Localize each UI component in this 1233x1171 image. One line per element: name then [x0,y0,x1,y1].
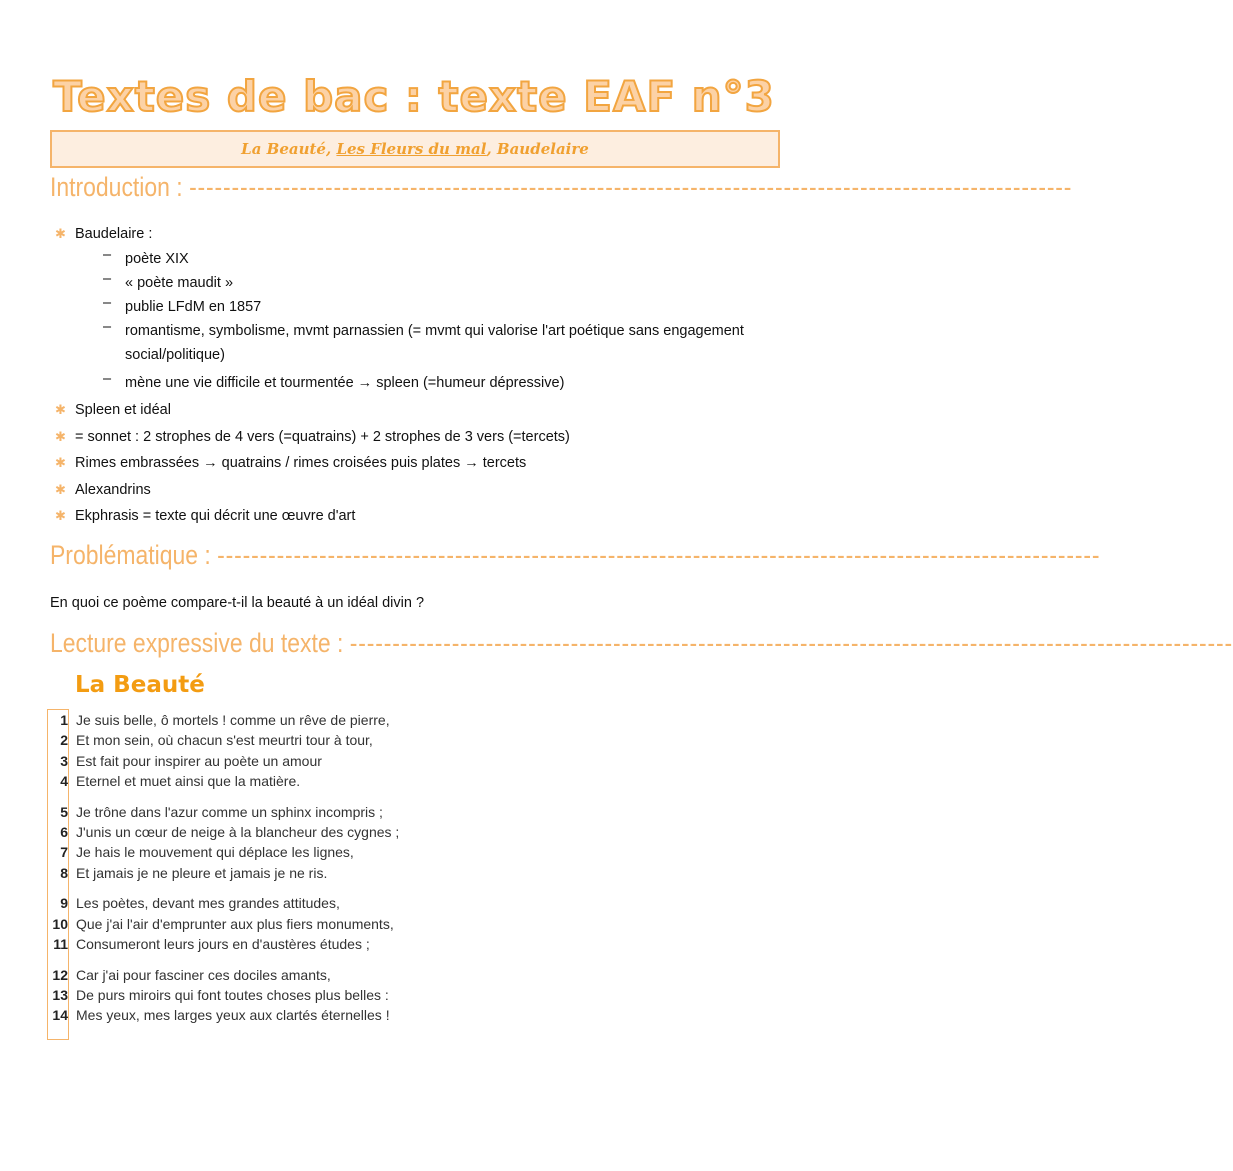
line-number: 3 [60,752,68,769]
heading-lecture [50,628,1233,659]
star-bullet-icon: ✱ [55,402,66,417]
dash-bullet: – [103,319,112,335]
verse-text: Car j'ai pour fasciner ces dociles amants, [76,966,331,983]
heading-label: Introduction : [50,172,190,202]
bullet-text: Rimes embrassées → quatrains / rimes croisées puis plates → tercets [75,455,527,471]
line-number: 12 [52,966,68,983]
star-bullet-icon: ✱ [55,455,66,470]
verse-text: Je trône dans l'azur comme un sphinx incompris ; [76,803,383,820]
sub-item-text: publie LFdM en 1857 [125,299,262,315]
subtitle-poem: La Beauté, [241,140,337,158]
line-number: 11 [53,936,68,952]
verse-text: Que j'ai l'air d'emprunter aux plus fiers monuments, [76,915,394,932]
heading-label: Problématique : [50,540,218,570]
verse-text: Consumeront leurs jours en d'austères études ; [76,936,370,952]
line-number: 6 [60,824,68,840]
heading-dashes: -------------------------------------------------------------------------------------------------------- [217,540,1101,570]
problematique-question: En quoi ce poème compare-t-il la beauté à un idéal divin ? [50,595,425,611]
verse-text: Je hais le mouvement qui déplace les lignes, [76,844,354,861]
heading-dashes: -------------------------------------------------------------------------------------------------------- [349,628,1233,658]
verse-text: De purs miroirs qui font toutes choses plus belles : [76,987,389,1004]
subtitle-collection: Les Fleurs du mal [336,140,487,158]
bullet-text: = sonnet : 2 strophes de 4 vers (=quatrains) + 2 strophes de 3 vers (=tercets) [75,428,570,445]
bullet-text: Ekphrasis = texte qui décrit une œuvre d'art [75,508,356,524]
star-bullet-icon: ✱ [55,428,66,444]
verse-text: Est fait pour inspirer au poète un amour [76,752,322,769]
verse-text: Les poètes, devant mes grandes attitudes, [76,895,340,912]
sub-item-text: poète XIX [125,251,189,267]
bullet-text: Baudelaire : [75,226,153,242]
heading-introduction [50,172,1073,203]
page-title: Textes de bac : texte EAF n°3 [53,72,775,121]
verse-text: Mes yeux, mes larges yeux aux clartés éternelles ! [76,1007,390,1024]
dash-bullet: – [103,271,112,287]
sub-item-text: « poète maudit » [125,275,234,291]
line-number: 10 [52,915,68,932]
line-number: 8 [60,864,68,881]
subtitle-box [50,130,780,168]
dash-bullet: – [103,371,112,387]
heading-label: Lecture expressive du texte : [50,628,350,658]
line-number: 14 [52,1007,68,1024]
line-number: 4 [60,772,68,789]
poem-title: La Beauté [75,672,205,698]
bullet-text: Alexandrins [75,481,151,498]
star-bullet-icon: ✱ [55,508,66,523]
line-number: 2 [60,732,68,749]
verse-text: Je suis belle, ô mortels ! comme un rêve de pierre, [76,712,390,728]
heading-dashes: -------------------------------------------------------------------------------------------------------- [189,172,1073,202]
sub-item-text: mène une vie difficile et tourmentée → spleen (=humeur dépressive) [125,375,565,391]
sub-item-text: romantisme, symbolisme, mvmt parnassien (= mvmt qui valorise l'art poétique sans engagement social/politique) [125,323,744,363]
star-bullet-icon: ✱ [55,481,66,497]
subtitle-author: , Baudelaire [486,140,589,158]
verse-text: Et mon sein, où chacun s'est meurtri tour à tour, [76,732,373,749]
verse-text: J'unis un cœur de neige à la blancheur des cygnes ; [76,824,400,840]
line-number: 13 [52,987,68,1004]
line-number: 5 [60,803,68,820]
star-bullet-icon: ✱ [55,226,66,241]
verse-text: Eternel et muet ainsi que la matière. [76,772,301,789]
line-number: 1 [60,712,68,728]
line-number: 7 [60,844,68,861]
bullet-text: Spleen et idéal [75,402,171,418]
verse-text: Et jamais je ne pleure et jamais je ne ris. [76,864,328,881]
dash-bullet: – [103,295,112,311]
line-number: 9 [60,895,68,912]
dash-bullet: – [103,247,112,263]
heading-problematique [50,540,1101,571]
